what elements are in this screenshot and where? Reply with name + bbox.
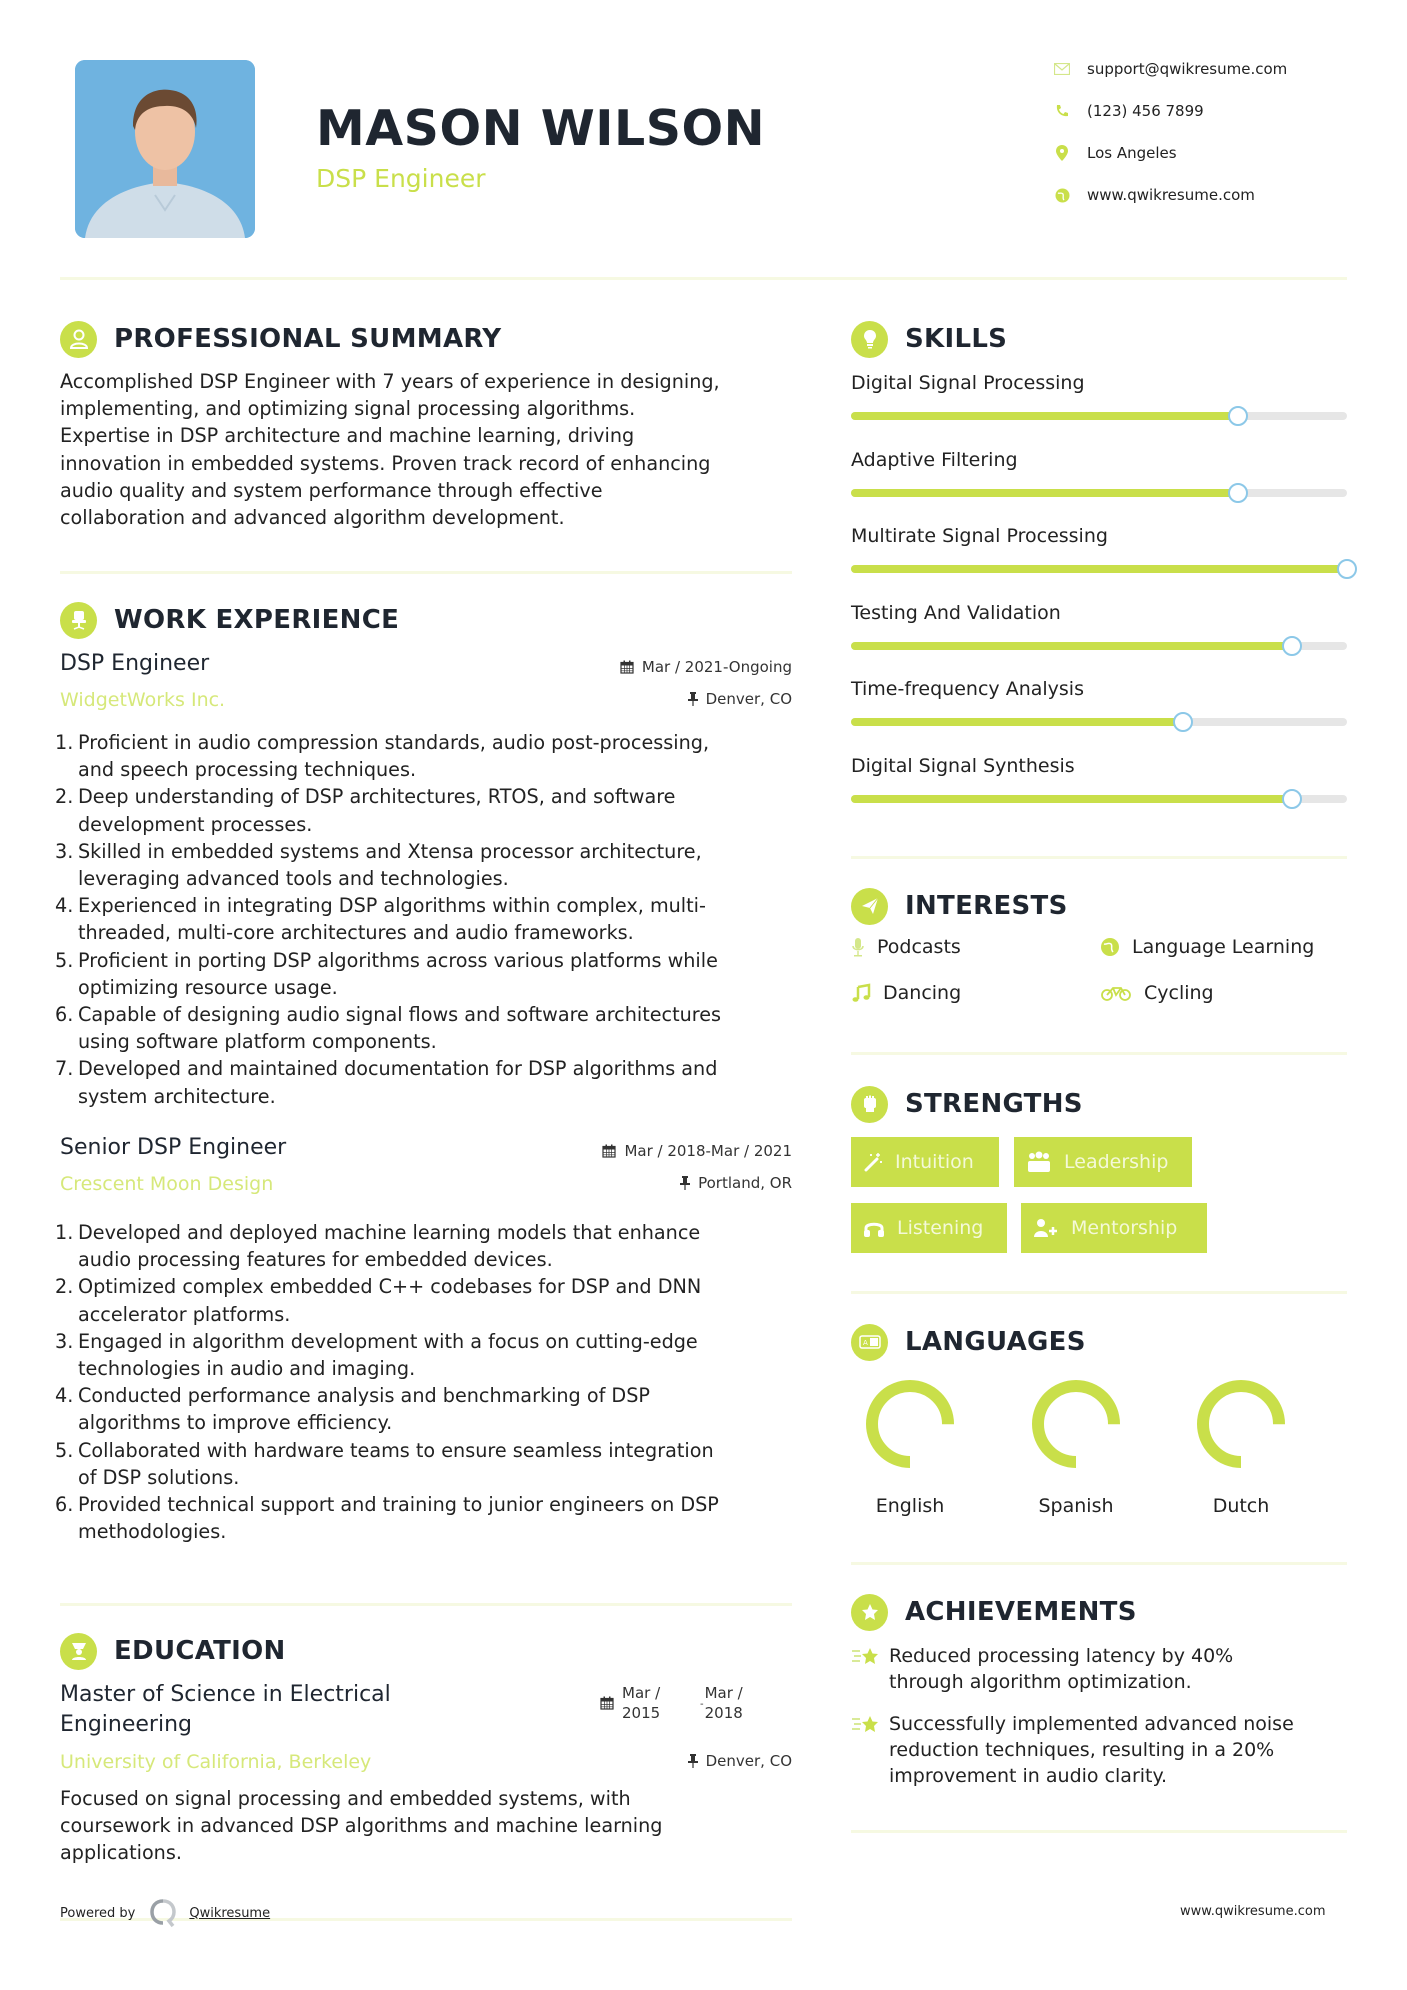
start-month: Mar / <box>622 1684 661 1702</box>
duty-item <box>55 1001 800 1055</box>
duty-number: 1. <box>55 1221 74 1244</box>
interest-item <box>1100 982 1214 1004</box>
contact-website[interactable] <box>1052 183 1352 207</box>
duty-line: audio processing features for embedded devices. <box>78 1248 553 1272</box>
person-portrait-icon <box>75 60 255 238</box>
duty-line: Skilled in embedded systems and Xtensa processor architecture, <box>78 839 702 863</box>
languages-title: LANGUAGES <box>905 1327 1086 1357</box>
shooting-star-icon <box>851 1643 889 1695</box>
duty-number: 4. <box>55 1384 74 1408</box>
duty-line: Proficient in porting DSP algorithms across various platforms while <box>78 948 718 972</box>
end-month: Mar / <box>704 1684 743 1702</box>
duty-item <box>55 1055 800 1109</box>
skill-bar <box>851 489 1347 497</box>
section-divider <box>851 856 1347 859</box>
phone-icon <box>1052 101 1072 121</box>
interests-heading <box>851 887 1068 925</box>
fist-icon <box>851 1086 888 1123</box>
education-location-text: Denver, CO <box>705 1752 792 1770</box>
skill-knob <box>1337 559 1357 579</box>
job-dates-text: Mar / 2018-Mar / 2021 <box>624 1142 792 1160</box>
strength-label: Listening <box>897 1217 984 1239</box>
magic-wand-icon <box>863 1152 883 1172</box>
degree-title <box>60 1680 391 1740</box>
duty-number: 6. <box>55 1003 74 1027</box>
education-title: EDUCATION <box>114 1636 286 1666</box>
job-title: Senior DSP Engineer <box>60 1135 287 1160</box>
degree-line: Master of Science in Electrical <box>60 1682 391 1707</box>
interest-label: Cycling <box>1144 982 1214 1004</box>
qwikresume-logo-icon <box>149 1898 177 1928</box>
skill-label: Digital Signal Synthesis <box>851 754 1075 777</box>
header-divider <box>60 277 1347 280</box>
language-proficiency-ring <box>1195 1378 1287 1470</box>
skill-knob <box>1282 636 1302 656</box>
company-name: Crescent Moon Design <box>60 1173 274 1195</box>
skill-bar <box>851 642 1347 650</box>
duty-line: methodologies. <box>78 1520 227 1544</box>
globe-icon <box>1052 185 1072 205</box>
duty-item <box>55 838 800 892</box>
skill-bar-fill <box>851 565 1347 573</box>
skill-bar-fill <box>851 642 1292 650</box>
duty-item <box>55 892 800 946</box>
job-location-text: Portland, OR <box>698 1174 792 1192</box>
interest-item <box>851 982 961 1004</box>
job-dates-text: Mar / 2021-Ongoing <box>641 658 792 676</box>
strength-badge <box>851 1203 1007 1253</box>
duty-line: of DSP solutions. <box>78 1465 240 1489</box>
duty-line: Capable of designing audio signal flows and software architectures <box>78 1003 722 1027</box>
skill-knob <box>1282 789 1302 809</box>
skill-bar-fill <box>851 795 1292 803</box>
duty-line: Provided technical support and training to junior engineers on DSP <box>78 1493 719 1517</box>
duty-item <box>55 1491 800 1545</box>
user-plus-icon <box>1033 1218 1059 1238</box>
duty-item <box>55 783 800 837</box>
duty-number: 7. <box>55 1057 74 1081</box>
skill-bar <box>851 412 1347 420</box>
description-line: applications. <box>60 1841 182 1865</box>
envelope-icon <box>1052 59 1072 79</box>
achievement-line: through algorithm optimization. <box>889 1671 1192 1693</box>
achievement-line: Successfully implemented advanced noise <box>889 1713 1294 1735</box>
skills-list <box>851 372 1347 831</box>
duty-number: 2. <box>55 785 74 809</box>
job-location <box>500 690 792 708</box>
company-name: WidgetWorks Inc. <box>60 689 226 711</box>
language-item <box>1021 1378 1131 1517</box>
section-divider <box>851 1291 1347 1294</box>
duty-item <box>55 1273 800 1327</box>
section-divider <box>60 1603 792 1606</box>
skill-item <box>851 449 1347 526</box>
interests-title: INTERESTS <box>905 891 1068 921</box>
skill-item <box>851 678 1347 755</box>
achievements-title: ACHIEVEMENTS <box>905 1597 1137 1627</box>
strength-label: Leadership <box>1064 1151 1169 1173</box>
skill-bar <box>851 565 1347 573</box>
skills-heading <box>851 320 1007 358</box>
duty-item <box>55 729 800 783</box>
strength-badge <box>851 1137 999 1187</box>
duty-item <box>55 1437 800 1491</box>
strength-badge <box>1014 1137 1192 1187</box>
duty-number: 4. <box>55 894 74 918</box>
language-proficiency-ring <box>864 1378 956 1470</box>
duty-line: threaded, multi-core architectures and audio frameworks. <box>78 921 634 945</box>
interest-item <box>851 936 961 958</box>
graduate-icon <box>60 1633 97 1670</box>
school-name: University of California, Berkeley <box>60 1751 372 1773</box>
duty-item <box>55 1328 800 1382</box>
headphones-icon <box>863 1218 885 1238</box>
duty-line: Deep understanding of DSP architectures, RTOS, and software <box>78 785 676 809</box>
qwikresume-link[interactable]: Qwikresume <box>189 1905 271 1921</box>
powered-by-label: Powered by <box>60 1905 136 1921</box>
language-label: English <box>875 1495 945 1517</box>
strength-badge <box>1021 1203 1207 1253</box>
skill-bar-fill <box>851 489 1238 497</box>
duty-number: 1. <box>55 731 74 754</box>
summary-line: audio quality and system performance through effective <box>60 478 603 502</box>
education-location <box>500 1752 792 1770</box>
skill-bar-fill <box>851 718 1183 726</box>
svg-text:A: A <box>862 1339 868 1347</box>
skill-knob <box>1228 483 1248 503</box>
calendar-icon <box>620 660 634 674</box>
job-dates <box>500 1142 792 1160</box>
interest-label: Dancing <box>883 982 962 1004</box>
duty-line: Experienced in integrating DSP algorithms within complex, multi- <box>78 894 706 918</box>
pushpin-icon <box>688 692 698 706</box>
map-pin-icon <box>1052 143 1072 163</box>
footer-website-link[interactable]: www.qwikresume.com <box>1180 1904 1326 1919</box>
bicycle-icon <box>1100 985 1136 1001</box>
duty-line: Developed and deployed machine learning models that enhance <box>78 1221 701 1244</box>
duty-line: Conducted performance analysis and benchmarking of DSP <box>78 1384 650 1408</box>
duty-number: 2. <box>55 1275 74 1299</box>
skill-item <box>851 755 1347 832</box>
skill-item <box>851 525 1347 602</box>
skill-item <box>851 602 1347 679</box>
education-end <box>705 1683 743 1723</box>
achievement-line: reduction techniques, resulting in a 20% <box>889 1739 1275 1761</box>
calendar-icon <box>602 1144 616 1158</box>
duty-line: accelerator platforms. <box>78 1302 291 1326</box>
achievement-item <box>851 1711 1347 1789</box>
contact-website-text: www.qwikresume.com <box>1087 186 1255 204</box>
section-divider <box>60 571 792 574</box>
experience-title: WORK EXPERIENCE <box>114 605 400 635</box>
strength-label: Intuition <box>895 1151 974 1173</box>
interest-label: Podcasts <box>877 936 961 958</box>
globe-icon <box>1100 937 1124 957</box>
duty-number: 6. <box>55 1493 74 1517</box>
duty-line: using software platform components. <box>78 1030 437 1054</box>
experience-heading <box>60 601 399 639</box>
skill-item <box>851 372 1347 449</box>
language-item <box>855 1378 965 1517</box>
skill-knob <box>1173 712 1193 732</box>
end-year: 2018 <box>704 1704 743 1722</box>
duty-line: Optimized complex embedded C++ codebases for DSP and DNN <box>78 1275 702 1299</box>
skill-label: Digital Signal Processing <box>851 372 1085 394</box>
summary-heading <box>60 320 501 358</box>
skill-bar <box>851 718 1347 726</box>
description-line: Focused on signal processing and embedded systems, with <box>60 1787 631 1810</box>
paper-plane-icon <box>851 888 888 925</box>
candidate-title: DSP Engineer <box>316 164 486 193</box>
education-description <box>60 1785 800 1867</box>
job-title: DSP Engineer <box>60 651 210 676</box>
skill-label: Adaptive Filtering <box>851 448 1018 471</box>
lightbulb-icon <box>851 321 888 358</box>
achievement-line: improvement in audio clarity. <box>889 1765 1168 1787</box>
achievement-line: Reduced processing latency by 40% <box>889 1645 1234 1667</box>
duty-line: and speech processing techniques. <box>78 758 417 782</box>
strengths-heading <box>851 1085 1083 1123</box>
job-location-text: Denver, CO <box>705 690 792 708</box>
job-dates <box>500 658 792 676</box>
summary-title: PROFESSIONAL SUMMARY <box>114 324 502 354</box>
language-label: Dutch <box>1212 1495 1270 1517</box>
duty-item <box>55 1382 800 1436</box>
duty-number: 5. <box>55 948 74 972</box>
office-chair-icon <box>60 602 97 639</box>
duty-line: optimizing resource usage. <box>78 975 338 999</box>
start-year: 2015 <box>622 1704 661 1722</box>
skill-bar <box>851 795 1347 803</box>
achievements-heading <box>851 1593 1137 1631</box>
duty-line: Engaged in algorithm development with a focus on cutting-edge <box>78 1329 698 1353</box>
contact-location-text: Los Angeles <box>1087 144 1177 162</box>
duty-line: Developed and maintained documentation for DSP algorithms and <box>78 1057 718 1081</box>
duty-line: development processes. <box>78 812 313 836</box>
candidate-name: MASON WILSON <box>316 100 766 157</box>
language-item <box>1186 1378 1296 1517</box>
duty-item <box>55 1219 800 1273</box>
trophy-star-icon <box>851 1594 888 1631</box>
skills-title: SKILLS <box>905 324 1008 354</box>
pushpin-icon <box>680 1176 690 1190</box>
music-note-icon <box>851 983 875 1003</box>
summary-line: Accomplished DSP Engineer with 7 years of experience in designing, <box>60 370 720 393</box>
profile-photo <box>75 60 255 238</box>
contact-email-text: support@qwikresume.com <box>1087 60 1288 78</box>
language-label: Spanish <box>1038 1495 1114 1517</box>
pushpin-icon <box>688 1754 698 1768</box>
powered-by <box>60 1898 270 1928</box>
duty-line: algorithms to improve efficiency. <box>78 1411 393 1435</box>
shooting-star-icon <box>851 1711 889 1789</box>
group-icon <box>1026 1151 1052 1173</box>
education-start <box>622 1683 700 1723</box>
duty-line: leveraging advanced tools and technologies. <box>78 867 509 891</box>
duty-number: 5. <box>55 1438 74 1462</box>
summary-text <box>60 368 800 531</box>
contact-phone[interactable] <box>1052 99 1352 123</box>
education-heading <box>60 1632 286 1670</box>
skill-label: Multirate Signal Processing <box>851 525 1108 547</box>
language-proficiency-ring <box>1030 1378 1122 1470</box>
summary-line: Expertise in DSP architecture and machine learning, driving <box>60 424 635 448</box>
skill-label: Time-frequency Analysis <box>851 678 1084 700</box>
job-duties-list <box>55 729 800 1110</box>
date-separator: - <box>700 1699 704 1710</box>
interest-item <box>1100 936 1314 958</box>
summary-line: innovation in embedded systems. Proven track record of enhancing <box>60 451 711 475</box>
duty-number: 3. <box>55 839 74 863</box>
interest-label: Language Learning <box>1132 936 1315 958</box>
contact-email[interactable] <box>1052 57 1352 81</box>
duty-line: Proficient in audio compression standards, audio post-processing, <box>78 731 710 754</box>
skill-label: Testing And Validation <box>851 601 1061 624</box>
microphone-icon <box>851 937 869 957</box>
duty-line: system architecture. <box>78 1084 276 1108</box>
duty-item <box>55 947 800 1001</box>
duty-line: technologies in audio and imaging. <box>78 1357 416 1381</box>
strength-label: Mentorship <box>1071 1217 1178 1239</box>
language-translate-icon <box>851 1324 888 1361</box>
section-divider <box>851 1830 1347 1833</box>
degree-line: Engineering <box>60 1712 192 1737</box>
strengths-title: STRENGTHS <box>905 1089 1083 1119</box>
duty-number: 3. <box>55 1329 74 1353</box>
calendar-icon <box>600 1696 614 1710</box>
job-duties-list <box>55 1219 800 1545</box>
contact-location <box>1052 141 1352 165</box>
skill-bar-fill <box>851 412 1238 420</box>
summary-line: collaboration and advanced algorithm development. <box>60 506 565 530</box>
description-line: coursework in advanced DSP algorithms and machine learning <box>60 1814 663 1838</box>
achievement-item <box>851 1643 1347 1695</box>
summary-line: implementing, and optimizing signal processing algorithms. <box>60 397 636 421</box>
job-location <box>500 1174 792 1192</box>
section-divider <box>851 1052 1347 1055</box>
section-divider <box>851 1562 1347 1565</box>
skill-knob <box>1228 406 1248 426</box>
duty-line: Collaborated with hardware teams to ensure seamless integration <box>78 1438 714 1462</box>
languages-heading <box>851 1323 1086 1361</box>
education-dates <box>600 1683 743 1723</box>
user-icon <box>60 321 97 358</box>
contact-phone-text: (123) 456 7899 <box>1087 102 1204 120</box>
